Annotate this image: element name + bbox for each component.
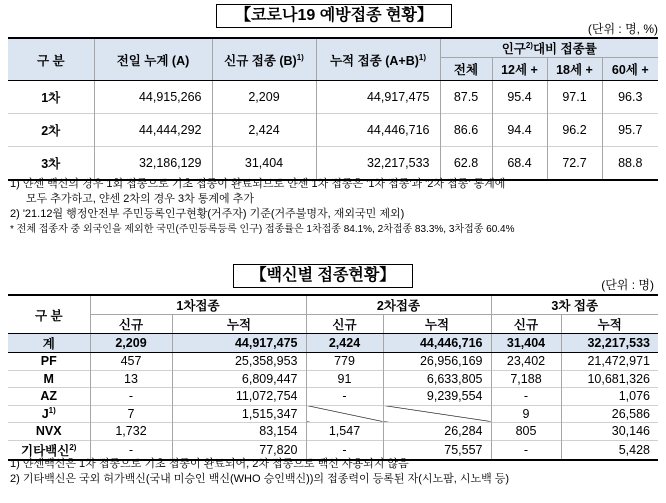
cell-age12: 95.4 [492, 81, 547, 114]
cell-cumulative: 32,217,533 [316, 147, 440, 180]
cell-d1-cum: 11,072,754 [172, 388, 306, 406]
cell-d1-cum: 44,917,475 [172, 334, 306, 353]
footnotes-1 [10, 177, 660, 237]
footnote: * 전체 접종자 중 외국인을 제외한 국민(주민등록등록 인구) 접종률은 1차접종 84.1%, 2차접종 83.3%, 3차접종 60.4% [10, 224, 515, 235]
table-row [8, 388, 658, 406]
row-label: 계 [8, 334, 90, 353]
cell-d1-new: 13 [90, 370, 172, 388]
cell-d1-cum: 83,154 [172, 423, 306, 441]
table-row [8, 147, 658, 180]
header-dose2-new: 신규 [306, 315, 383, 334]
cell-d2-new: 2,424 [306, 334, 383, 353]
cell-d3-new: 805 [491, 423, 561, 441]
cell-d2-cum: 9,239,554 [383, 388, 491, 406]
cell-d1-cum: 1,515,347 [172, 405, 306, 423]
cell-d3-new: 7,188 [491, 370, 561, 388]
header-dose1: 1차접종 [90, 295, 306, 315]
table-row [8, 81, 658, 114]
row-label: 2차 [8, 114, 94, 147]
footnote: 2) 기타백신은 국외 허가백신(국내 미승인 백신(WHO 승인백신))의 접종력이 등록된 자(시노팜, 시노백 등) [10, 473, 510, 485]
cell-age60: 95.7 [602, 114, 658, 147]
cell-d3-new: - [491, 440, 561, 460]
cell-d2-cum: 75,557 [383, 440, 491, 460]
vaccination-status-table [8, 37, 658, 181]
cell-d2-new: 1,547 [306, 423, 383, 441]
cell-d1-cum: 25,358,953 [172, 353, 306, 371]
cell-d1-new: - [90, 388, 172, 406]
header-age12: 12세 + [492, 58, 547, 81]
row-label: 3차 [8, 147, 94, 180]
cell-total: 87.5 [440, 81, 492, 114]
cell-age60: 88.8 [602, 147, 658, 180]
cell-d2-cum: 6,633,805 [383, 370, 491, 388]
cell-d2-cum-na [383, 405, 491, 423]
cell-d1-new: 7 [90, 405, 172, 423]
header-cumulative: 누적 접종 $(A+B)^{1)}$ [316, 38, 440, 81]
header-age18: 18세 + [547, 58, 602, 81]
unit-label-1: (단위 : 명, %) [587, 22, 658, 36]
cell-age12: 94.4 [492, 114, 547, 147]
header-dose3-cumulative: 누적 [561, 315, 658, 334]
cell-prev-total: 44,444,292 [94, 114, 212, 147]
cell-age60: 96.3 [618, 90, 643, 104]
cell-age12: 68.4 [492, 147, 547, 180]
cell-d2-new: 779 [306, 353, 383, 371]
table-row [8, 370, 658, 388]
cell-d3-cum: 1,076 [561, 388, 658, 406]
footnote: 2) '21.12월 행정안전부 주민등록인구현황(거주자) 기준(거주불명자, 재외국민 제외) [10, 208, 405, 220]
cell-d1-new: 457 [90, 353, 172, 371]
cell-d1-new: - [90, 440, 172, 460]
header-total: 전체 [440, 58, 492, 81]
table-row-total [8, 334, 658, 353]
table-row [8, 405, 658, 423]
cell-d3-new: - [491, 388, 561, 406]
footnote: 1) 얀센 백신의 경우 1회 접종으로 기초 접종이 완료되므로 얀센 1차 접종은 '1차 접종'과 '2차 접종' 통계에 [10, 178, 506, 190]
table-row [8, 353, 658, 371]
cell-d2-new: - [306, 388, 383, 406]
cell-age18: 97.1 [547, 81, 602, 114]
cell-cumulative: 44,446,716 [316, 114, 440, 147]
cell-d3-cum: 10,681,326 [561, 370, 658, 388]
header-age60: 60세 + [602, 58, 658, 81]
header-dose2-cumulative: 누적 [383, 315, 491, 334]
cell-d3-cum: 32,217,533 [561, 334, 658, 353]
cell-d1-cum: 6,809,447 [172, 370, 306, 388]
header-category: 구 분 [8, 295, 90, 334]
cell-age18: 96.2 [547, 114, 602, 147]
row-label: M [8, 370, 90, 388]
cell-d1-new: 1,732 [90, 423, 172, 441]
cell-d2-new: 91 [306, 370, 383, 388]
header-dose3-new: 신규 [491, 315, 561, 334]
cell-total: 62.8 [440, 147, 492, 180]
row-label: PF [8, 353, 90, 371]
cell-new: 2,424 [212, 114, 316, 147]
cell-d3-new: 31,404 [491, 334, 561, 353]
footnote: 1) 얀센백신은 1차 접종으로 기초 접종이 완료되어, 2차 접종으로 백신 사용되지 않음 [10, 458, 409, 470]
vaccine-type-status-title: 【백신별 접종현황】 [233, 264, 413, 288]
header-prev-total: 전일 누계 (A) [94, 38, 212, 81]
row-label: 기타백신$^{2)}$ [8, 440, 90, 460]
cell-total: 86.6 [440, 114, 492, 147]
table-row [8, 114, 658, 147]
vaccination-status-title: 【코로나19 예방접종 현황】 [216, 4, 452, 28]
cell-d1-cum: 77,820 [172, 440, 306, 460]
cell-age18: 72.7 [547, 147, 602, 180]
row-label: NVX [8, 423, 90, 441]
cell-prev-total: 32,186,129 [94, 147, 212, 180]
cell-new: 31,404 [212, 147, 316, 180]
header-dose2: 2차접종 [306, 295, 491, 315]
cell-new: 2,209 [212, 81, 316, 114]
row-label: AZ [8, 388, 90, 406]
footnotes-2 [10, 457, 660, 487]
footnote: 모두 추가하고, 얀센 2차의 경우 3차 통계에 추가 [26, 193, 254, 205]
header-dose1-new: 신규 [90, 315, 172, 334]
cell-d3-new: 23,402 [491, 353, 561, 371]
cell-d2-new-na [306, 405, 383, 423]
header-dose3: 3차 접종 [491, 295, 658, 315]
header-category: 구 분 [8, 38, 94, 81]
cell-d2-cum: 26,284 [383, 423, 491, 441]
row-label: $J^{1)}$ [8, 405, 90, 423]
cell-d3-cum: 21,472,971 [561, 353, 658, 371]
cell-cumulative: 44,917,475 [316, 81, 440, 114]
cell-d3-new: 9 [491, 405, 561, 423]
cell-d2-cum: 26,956,169 [383, 353, 491, 371]
row-label: 1차 [8, 81, 94, 114]
cell-d3-cum: 5,428 [561, 440, 658, 460]
vaccine-type-table [8, 294, 658, 461]
header-new: 신규 접종 $(B)^{1)}$ [212, 38, 316, 81]
cell-prev-total: 44,915,266 [94, 81, 212, 114]
cell-d3-cum: 30,146 [561, 423, 658, 441]
cell-d2-new: - [306, 440, 383, 460]
header-dose1-cumulative: 누적 [172, 315, 306, 334]
header-population-rate: 인구$^{2)}$대비 접종률 [440, 38, 658, 58]
table-row [8, 423, 658, 441]
cell-d1-new: 2,209 [90, 334, 172, 353]
cell-d2-cum: 44,446,716 [383, 334, 491, 353]
cell-d3-cum: 26,586 [561, 405, 658, 423]
unit-label-2: (단위 : 명) [601, 278, 654, 292]
